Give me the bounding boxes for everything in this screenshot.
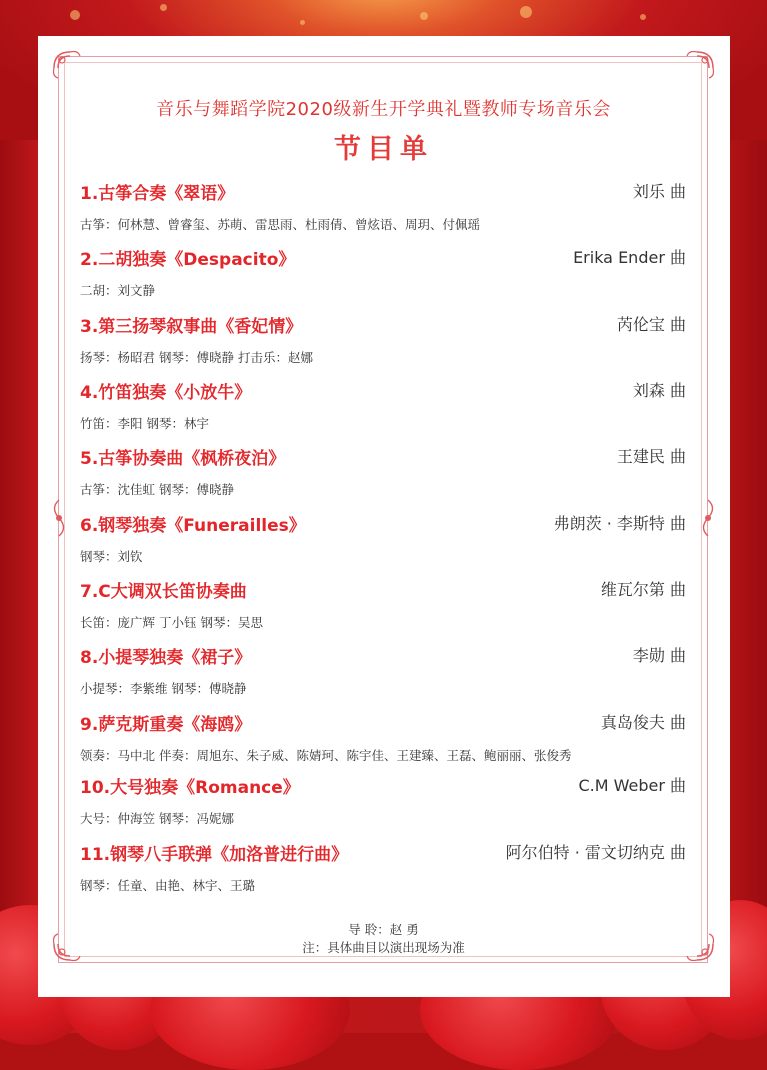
program-title: 4.竹笛独奏《小放牛》 <box>80 383 252 403</box>
bokeh-light <box>420 12 428 20</box>
program-composer: 芮伦宝 曲 <box>616 315 686 334</box>
program-title: 5.古筝协奏曲《枫桥夜泊》 <box>80 449 286 469</box>
program-title: 6.钢琴独奏《Funerailles》 <box>80 516 306 536</box>
bokeh-light <box>160 4 167 11</box>
program-title: 9.萨克斯重奏《海鸥》 <box>80 715 252 735</box>
program-performers: 长笛：庞广辉 丁小钰 钢琴：吴思 <box>80 615 263 630</box>
program-title: 1.古筝合奏《翠语》 <box>80 184 235 204</box>
program-performers: 古筝：沈佳虹 钢琴：傅晓静 <box>80 482 234 497</box>
program-performers: 领奏：马中北 伴奏：周旭东、朱子威、陈婧珂、陈宇佳、王建臻、王磊、鲍丽丽、张俊秀 <box>80 748 572 763</box>
corner-ornament-icon <box>50 48 90 88</box>
program-performers: 竹笛：李阳 钢琴：林宇 <box>80 416 209 431</box>
program-composer: 维瓦尔第 曲 <box>600 580 686 599</box>
program-composer: 李勋 曲 <box>632 646 686 665</box>
program-title: 11.钢琴八手联弹《加洛普进行曲》 <box>80 845 349 865</box>
program-title: 10.大号独奏《Romance》 <box>80 778 300 798</box>
program-performers: 扬琴：杨昭君 钢琴：傅晓静 打击乐：赵娜 <box>80 350 313 365</box>
director-credit: 导 聆：赵 勇 <box>348 922 419 937</box>
side-ornament-icon <box>48 498 70 538</box>
program-composer: 弗朗茨 · 李斯特 曲 <box>553 514 686 533</box>
side-ornament-icon <box>697 498 719 538</box>
program-composer: 真岛俊夫 曲 <box>600 713 686 732</box>
program-performers: 钢琴：任童、由艳、林宇、王璐 <box>80 878 256 893</box>
program-title: 3.第三扬琴叙事曲《香妃情》 <box>80 317 303 337</box>
bokeh-light <box>520 6 532 18</box>
program-title: 7.C大调双长笛协奏曲 <box>80 582 247 602</box>
corner-ornament-icon <box>677 48 717 88</box>
program-composer: 王建民 曲 <box>616 447 686 466</box>
program-composer: C.M Weber 曲 <box>578 776 686 795</box>
program-performers: 小提琴：李紫维 钢琴：傅晓静 <box>80 681 247 696</box>
program-note: 注：具体曲目以演出现场为准 <box>302 940 465 955</box>
program-performers: 钢琴：刘钦 <box>80 549 143 564</box>
program-composer: Erika Ender 曲 <box>573 248 686 267</box>
program-performers: 二胡：刘文静 <box>80 283 156 298</box>
program-composer: 阿尔伯特 · 雷文切纳克 曲 <box>505 843 686 862</box>
bokeh-light <box>70 10 80 20</box>
program-title: 8.小提琴独奏《裙子》 <box>80 648 252 668</box>
event-title: 音乐与舞蹈学院2020级新生开学典礼暨教师专场音乐会 <box>156 99 611 120</box>
program-composer: 刘乐 曲 <box>632 182 686 201</box>
bokeh-light <box>300 20 305 25</box>
program-performers: 大号：仲海笠 钢琴：冯妮娜 <box>80 811 234 826</box>
bokeh-light <box>640 14 646 20</box>
program-performers: 古筝：何林慧、曾睿玺、苏萌、雷思雨、杜雨倩、曾炫语、周玥、付佩瑶 <box>80 217 481 232</box>
program-title: 2.二胡独奏《Despacito》 <box>80 250 296 270</box>
program-heading: 节目单 <box>334 134 433 165</box>
program-composer: 刘森 曲 <box>632 381 686 400</box>
